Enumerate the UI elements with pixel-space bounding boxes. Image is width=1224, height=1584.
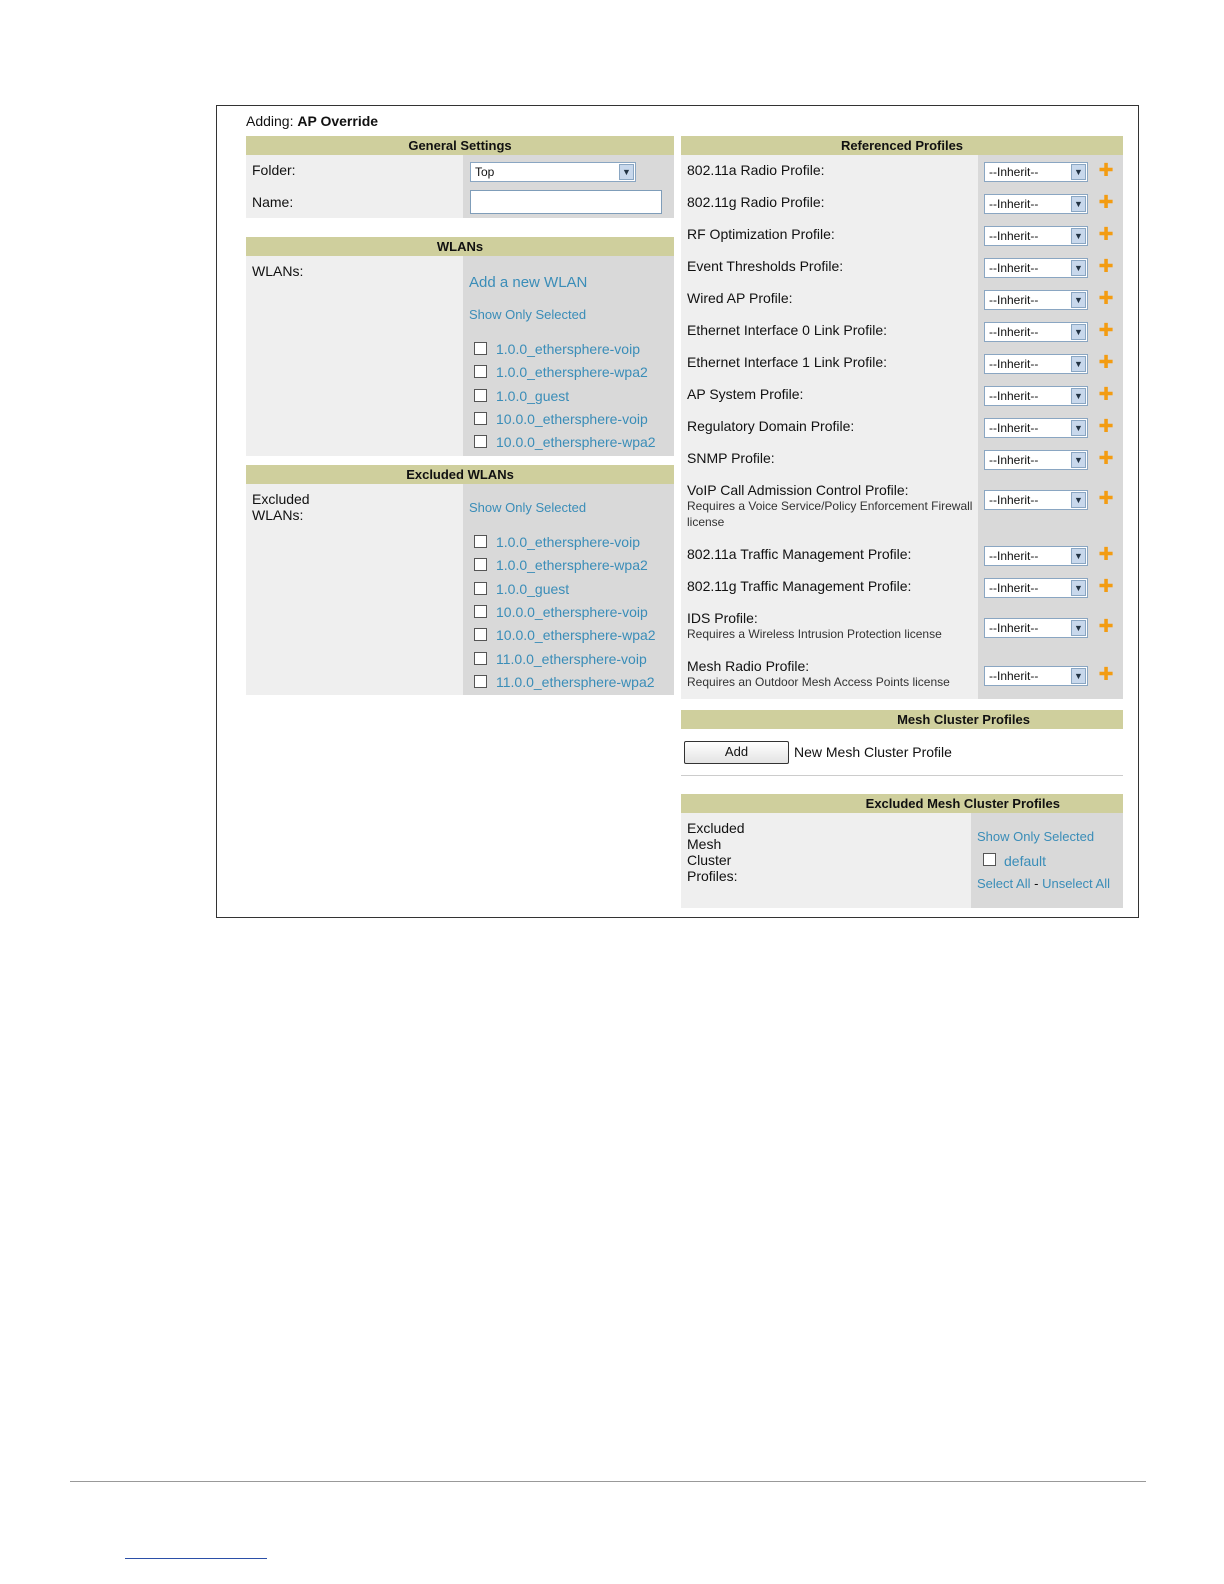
wlan-checkbox[interactable]: [474, 628, 487, 641]
profile-select[interactable]: [984, 450, 1088, 470]
add-profile-icon[interactable]: ✚: [1098, 256, 1114, 277]
profile-select[interactable]: [984, 666, 1088, 686]
default-label[interactable]: default: [1004, 853, 1047, 869]
add-profile-icon[interactable]: ✚: [1098, 616, 1114, 637]
profile-select-value: --Inherit--: [989, 453, 1039, 467]
folder-select[interactable]: [470, 162, 636, 182]
profile-label: Ethernet Interface 1 Link Profile:: [687, 354, 887, 370]
add-profile-icon[interactable]: ✚: [1098, 416, 1114, 437]
profile-label: 802.11a Traffic Management Profile:: [687, 546, 912, 562]
profile-license-note: Requires a Voice Service/Policy Enforcement Firewall license: [687, 499, 973, 529]
excluded-mesh-panel: [681, 794, 1123, 908]
profile-select[interactable]: [984, 618, 1088, 638]
profile-label: Ethernet Interface 0 Link Profile:: [687, 322, 887, 338]
general-settings-panel: [246, 136, 674, 218]
add-new-wlan-link[interactable]: Add a new WLAN: [469, 274, 588, 291]
chevron-down-icon: ▼: [1071, 452, 1086, 468]
profile-select-value: --Inherit--: [989, 493, 1039, 507]
profile-select-value: --Inherit--: [989, 421, 1039, 435]
wlan-item-label[interactable]: 1.0.0_ethersphere-voip: [496, 534, 640, 550]
excluded-wlans-header: Excluded WLANs: [246, 465, 674, 484]
footer-link-underline: [125, 1558, 267, 1559]
profile-label: 802.11g Radio Profile:: [687, 194, 825, 210]
profile-label: Mesh Radio Profile:: [687, 658, 810, 674]
wlan-checkbox[interactable]: [474, 582, 487, 595]
name-label: Name:: [252, 194, 294, 210]
profile-select[interactable]: [984, 354, 1088, 374]
profile-select-value: --Inherit--: [989, 325, 1039, 339]
chevron-down-icon: ▼: [1071, 388, 1086, 404]
add-profile-icon[interactable]: ✚: [1098, 448, 1114, 469]
profile-select-value: --Inherit--: [989, 357, 1039, 371]
profile-select-value: --Inherit--: [989, 197, 1039, 211]
unselect-all-link[interactable]: Unselect All: [1042, 876, 1110, 891]
title-name: AP Override: [297, 113, 379, 129]
wlan-item-label[interactable]: 10.0.0_ethersphere-wpa2: [496, 434, 656, 451]
profile-select-value: --Inherit--: [989, 549, 1039, 563]
profile-license-note: Requires a Wireless Intrusion Protection license: [687, 627, 942, 641]
profile-select[interactable]: [984, 418, 1088, 438]
profile-label: AP System Profile:: [687, 386, 804, 402]
profile-select-value: --Inherit--: [989, 621, 1039, 635]
wlan-item-label[interactable]: 1.0.0_ethersphere-wpa2: [496, 364, 648, 381]
title-prefix: Adding:: [246, 113, 294, 129]
profile-select[interactable]: [984, 546, 1088, 566]
profile-select-value: --Inherit--: [989, 229, 1039, 243]
profile-label: 802.11a Radio Profile:: [687, 162, 825, 178]
profile-select-value: --Inherit--: [989, 669, 1039, 683]
chevron-down-icon: ▼: [1071, 668, 1086, 684]
name-input[interactable]: [470, 190, 662, 214]
wlan-checkbox[interactable]: [474, 412, 487, 425]
profile-label: RF Optimization Profile:: [687, 226, 835, 242]
profile-label: Regulatory Domain Profile:: [687, 418, 855, 434]
add-profile-icon[interactable]: ✚: [1098, 488, 1114, 509]
chevron-down-icon: ▼: [1071, 620, 1086, 636]
wlan-item-label[interactable]: 1.0.0_guest: [496, 387, 570, 404]
wlan-item-label[interactable]: 1.0.0_guest: [496, 580, 570, 597]
wlan-checkbox[interactable]: [474, 342, 487, 355]
folder-label: Folder:: [252, 162, 296, 178]
add-profile-icon[interactable]: ✚: [1098, 664, 1114, 685]
add-profile-icon[interactable]: ✚: [1098, 288, 1114, 309]
excluded-wlans-panel: [246, 465, 674, 695]
chevron-down-icon: ▼: [1071, 356, 1086, 372]
wlan-checkbox[interactable]: [474, 535, 487, 548]
wlans-label: WLANs:: [252, 263, 304, 279]
chevron-down-icon: ▼: [1071, 228, 1086, 244]
chevron-down-icon: ▼: [1071, 260, 1086, 276]
wlan-item-label[interactable]: 10.0.0_ethersphere-voip: [496, 603, 648, 620]
add-profile-icon[interactable]: ✚: [1098, 160, 1114, 181]
wlan-item-label[interactable]: 10.0.0_ethersphere-wpa2: [496, 627, 656, 644]
mesh-cluster-header: Mesh Cluster Profiles: [681, 710, 1123, 729]
general-settings-header: General Settings: [246, 136, 674, 155]
profile-select-value: --Inherit--: [989, 293, 1039, 307]
profile-select-value: --Inherit--: [989, 581, 1039, 595]
wlan-checkbox[interactable]: [474, 605, 487, 618]
add-profile-icon[interactable]: ✚: [1098, 576, 1114, 597]
add-profile-icon[interactable]: ✚: [1098, 192, 1114, 213]
profile-select[interactable]: [984, 386, 1088, 406]
chevron-down-icon: ▼: [619, 164, 634, 180]
chevron-down-icon: ▼: [1071, 580, 1086, 596]
wlan-checkbox[interactable]: [474, 389, 487, 402]
excluded-mesh-header: Excluded Mesh Cluster Profiles: [681, 794, 1123, 813]
profile-select[interactable]: [984, 322, 1088, 342]
profile-select-value: --Inherit--: [989, 389, 1039, 403]
add-profile-icon[interactable]: ✚: [1098, 544, 1114, 565]
wlan-item-label[interactable]: 11.0.0_ethersphere-voip: [496, 650, 647, 667]
referenced-profiles-header: Referenced Profiles: [681, 136, 1123, 155]
referenced-profiles-panel: [681, 136, 1123, 699]
wlans-panel: [246, 237, 674, 456]
wlan-checkbox[interactable]: [474, 435, 487, 448]
page-divider: [70, 1481, 1146, 1482]
default-checkbox[interactable]: [983, 853, 996, 866]
profile-select[interactable]: [984, 290, 1088, 310]
add-profile-icon[interactable]: ✚: [1098, 224, 1114, 245]
chevron-down-icon: ▼: [1071, 324, 1086, 340]
profile-label: Event Thresholds Profile:: [687, 258, 844, 274]
add-profile-icon[interactable]: ✚: [1098, 352, 1114, 373]
wlans-header: WLANs: [246, 237, 674, 256]
wlan-item-label[interactable]: 1.0.0_ethersphere-voip: [496, 341, 640, 357]
wlan-item-label[interactable]: 10.0.0_ethersphere-voip: [496, 410, 648, 427]
chevron-down-icon: ▼: [1071, 548, 1086, 564]
profile-select[interactable]: [984, 490, 1088, 510]
profile-license-note: Requires an Outdoor Mesh Access Points license: [687, 675, 950, 689]
chevron-down-icon: ▼: [1071, 196, 1086, 212]
add-profile-icon[interactable]: ✚: [1098, 320, 1114, 341]
profile-select[interactable]: [984, 194, 1088, 214]
select-all-link[interactable]: Select All: [977, 876, 1031, 891]
profile-select-value: --Inherit--: [989, 165, 1039, 179]
profile-select[interactable]: [984, 578, 1088, 598]
wlan-checkbox[interactable]: [474, 652, 487, 665]
wlan-checkbox[interactable]: [474, 558, 487, 571]
show-only-selected-link[interactable]: Show Only Selected: [469, 307, 587, 322]
profile-label: 802.11g Traffic Management Profile:: [687, 578, 912, 594]
profile-label: VoIP Call Admission Control Profile:: [687, 482, 909, 498]
profile-select[interactable]: [984, 226, 1088, 246]
add-mesh-cluster-button[interactable]: Add: [684, 741, 789, 764]
mesh-cluster-panel: [681, 710, 1123, 776]
wlan-item-label[interactable]: 1.0.0_ethersphere-wpa2: [496, 557, 648, 574]
chevron-down-icon: ▼: [1071, 492, 1086, 508]
profile-select[interactable]: [984, 258, 1088, 278]
mesh-show-only-selected-link[interactable]: Show Only Selected: [977, 829, 1095, 844]
profile-select-value: --Inherit--: [989, 261, 1039, 275]
excluded-show-only-selected-link[interactable]: Show Only Selected: [469, 500, 587, 515]
wlan-checkbox[interactable]: [474, 365, 487, 378]
chevron-down-icon: ▼: [1071, 420, 1086, 436]
new-mesh-cluster-text: New Mesh Cluster Profile: [794, 744, 952, 760]
profile-select[interactable]: [984, 162, 1088, 182]
profile-label: IDS Profile:: [687, 610, 758, 626]
page-title: [246, 113, 378, 129]
profile-label: SNMP Profile:: [687, 450, 775, 466]
chevron-down-icon: ▼: [1071, 292, 1086, 308]
chevron-down-icon: ▼: [1071, 164, 1086, 180]
excluded-wlans-label: Excluded WLANs:: [252, 491, 310, 523]
select-separator: -: [1034, 876, 1039, 891]
profile-label: Wired AP Profile:: [687, 290, 793, 306]
wlan-item-label[interactable]: 11.0.0_ethersphere-wpa2: [496, 673, 655, 690]
folder-value: Top: [475, 165, 495, 179]
add-profile-icon[interactable]: ✚: [1098, 384, 1114, 405]
excluded-mesh-label: Excluded Mesh Cluster Profiles:: [687, 820, 745, 884]
wlan-checkbox[interactable]: [474, 675, 487, 688]
